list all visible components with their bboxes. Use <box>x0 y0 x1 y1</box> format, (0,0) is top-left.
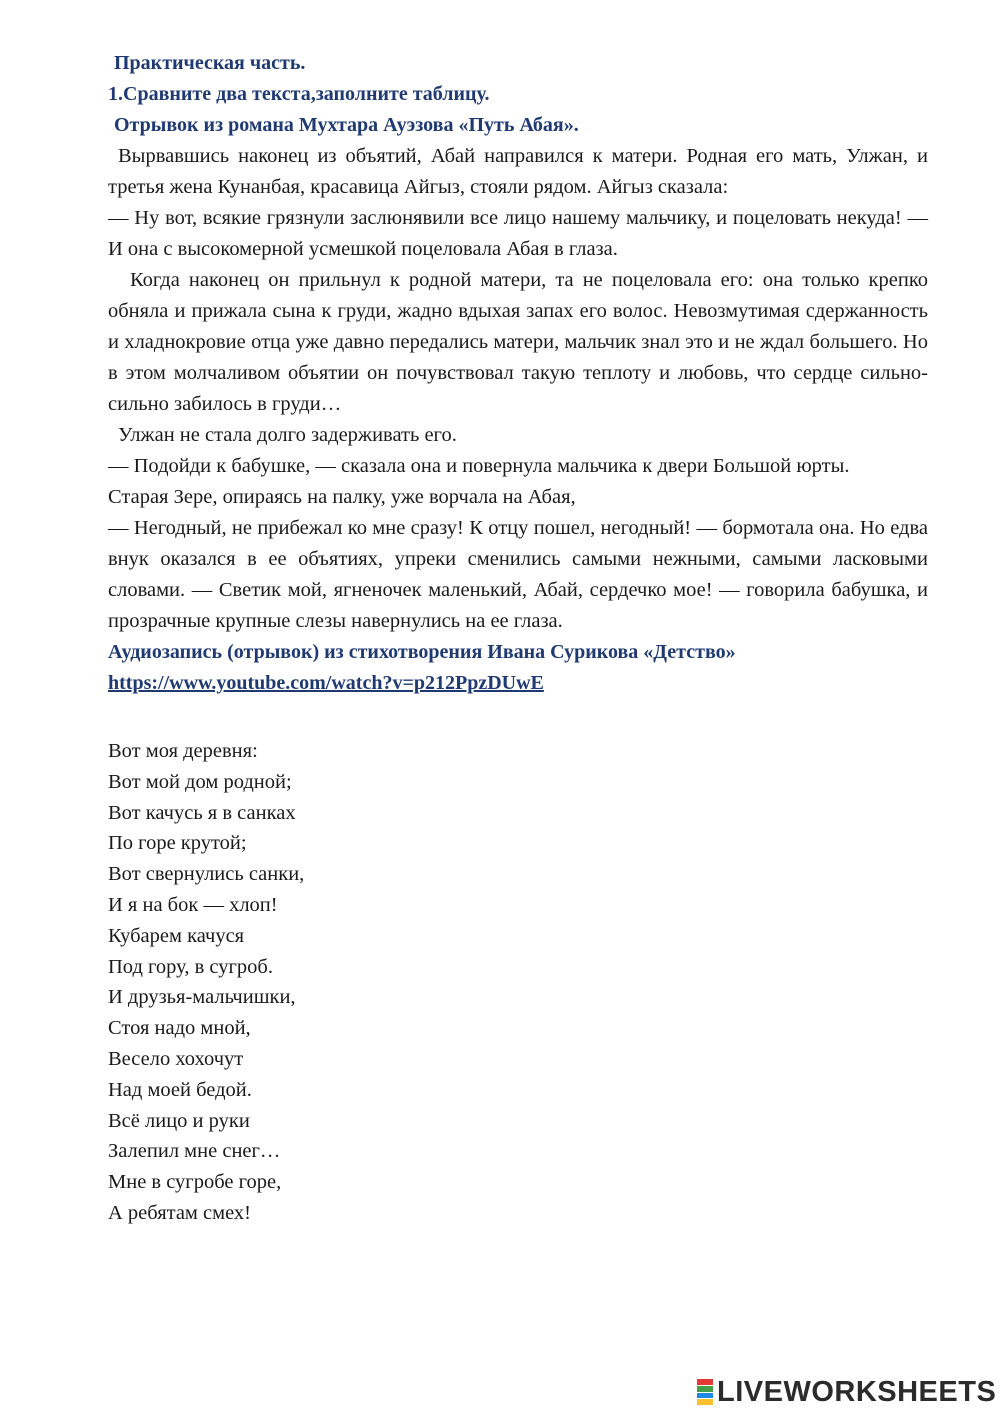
poem-line: Под гору, в сугроб. <box>108 955 273 978</box>
poem-line: По горе крутой; <box>108 832 247 855</box>
poem-line: Над моей бедой. <box>108 1078 252 1101</box>
poem-line: Вот моя деревня: <box>108 740 258 762</box>
poem-line: Кубарем качуся <box>108 924 245 947</box>
poem-line: И друзья-мальчишки, <box>108 986 296 1009</box>
excerpt-paragraph: Старая Зере, опираясь на палку, уже ворчала на Абая, <box>108 486 576 508</box>
liveworksheets-logo[interactable] <box>697 1377 996 1407</box>
logo-bar <box>697 1399 713 1405</box>
task-heading: 1.Сравните два текста,заполните таблицу. <box>108 83 490 105</box>
poem-line: А ребятам смех! <box>108 1201 252 1224</box>
excerpt-paragraph: Улжан не стала долго задерживать его. <box>118 424 457 446</box>
poem-line: Всё лицо и руки <box>108 1109 250 1132</box>
poem-line: Стоя надо мной, <box>108 1017 251 1040</box>
excerpt-paragraph: Вырвавшись наконец из объятий, Абай направился к матери. Родная его мать, Улжан, и третья жена Кунанбая, красавица Айгыз, стояли рядом. Айгыз сказала: <box>108 145 928 198</box>
logo-bar <box>697 1393 713 1399</box>
excerpt-paragraph: — Ну вот, всякие грязнули заслюнявили все лицо нашему мальчику, и поцеловать некуда! — И она с высокомерной усмешкой поцеловала Абая в глаза. <box>108 207 928 260</box>
excerpt-heading: Отрывок из романа Мухтара Ауэзова «Путь Абая». <box>114 114 579 136</box>
excerpt-paragraph: — Подойди к бабушке, — сказала она и повернула мальчика к двери Большой юрты. <box>108 455 850 477</box>
poem-line: Вот свернулись санки, <box>108 863 305 886</box>
logo-bar <box>697 1379 713 1385</box>
poem-line: И я на бок — хлоп! <box>108 893 278 916</box>
youtube-link[interactable]: https://www.youtube.com/watch?v=p212PpzDUwE <box>108 672 544 694</box>
poem-line: Мне в сугробе горе, <box>108 1171 282 1194</box>
poem-line: Весело хохочут <box>108 1047 244 1070</box>
liveworksheets-logo-icon <box>697 1379 713 1405</box>
section-title: Практическая часть. <box>114 52 306 74</box>
poem-line: Залепил мне снег… <box>108 1140 281 1163</box>
excerpt-paragraph: — Негодный, не прибежал ко мне сразу! К отцу пошел, негодный! — бормотала она. Но едва внук оказался в ее объятиях, упреки сменились самыми нежными, самыми ласковыми словами. — Светик мой, ягненочек маленький, Абай, сердечко мое! — говорила бабушка, и прозрачные крупные слезы навернулись на ее глаза. <box>108 517 928 632</box>
document-page <box>108 48 928 1229</box>
logo-text: LIVEWORKSHEETS <box>717 1376 997 1408</box>
poem-line: Вот мой дом родной; <box>108 770 292 793</box>
poem <box>108 736 928 1229</box>
poem-line: Вот качусь я в санках <box>108 801 296 824</box>
logo-bar <box>697 1386 713 1392</box>
excerpt-paragraph: Когда наконец он прильнул к родной матери, та не поцеловала его: она только крепко обняла и прижала сына к груди, жадно вдыхая запах его волос. Невозмутимая сдержанность и хладнокровие отца уже давно передались матери, мальчик знал это и не ждал большего. Но в этом молчаливом объятии он почувствовал такую теплоту и любовь, что сердце сильно-сильно забилось в груди… <box>108 269 928 415</box>
audio-heading: Аудиозапись (отрывок) из стихотворения Ивана Сурикова «Детство» <box>108 641 736 663</box>
novel-excerpt <box>108 141 928 637</box>
